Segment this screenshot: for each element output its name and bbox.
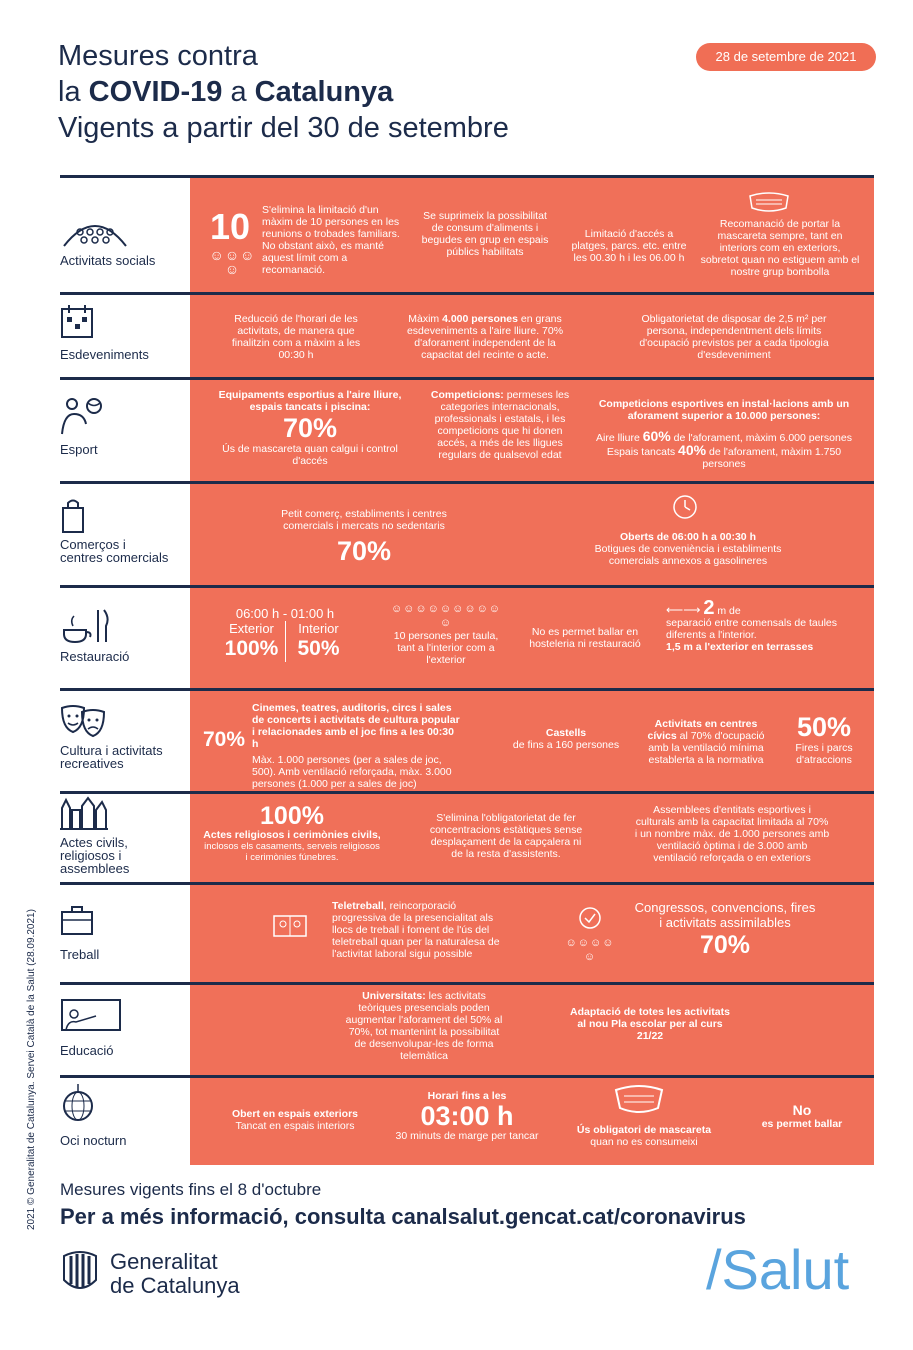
mask-icon <box>612 1084 666 1118</box>
esdeveniments-text-2: Màxim 4.000 persones en grans esdeveniments a l'aire lliure. 70% d'aforament independent de la capacitat del recinte o acte. <box>406 313 564 361</box>
actes-text-1: 100% Actes religiosos i cerimònies civils, inclosos els casaments, serveis religiosos i cerimònies fúnebres. <box>203 802 381 863</box>
actes-text-3: Assemblees d'entitats esportives i culturals amb la capacitat limitada al 70% i un nombre màx. de 1.000 persones amb ventilació òptima i de 3.000 amb ventilació reforçada o en exteriors <box>634 804 830 864</box>
generalitat-logo-icon <box>60 1248 100 1298</box>
socials-text-3: Limitació d'accés a platges, parcs. etc. entre les 00.30 h i les 06.00 h <box>571 228 687 264</box>
row-label-treball: Treball <box>60 947 100 962</box>
title-line1: Mesures contra <box>58 40 258 72</box>
row-divider <box>60 585 190 588</box>
band-educacio <box>190 982 874 1075</box>
salut-logo: /Salut <box>706 1238 850 1301</box>
oci-text-1: Obert en espais exteriors Tancat en espais interiors <box>231 1108 359 1132</box>
socials-number: 10 <box>209 206 251 247</box>
cultura-text-4: 50% Fires i parcs d'atraccions <box>795 712 853 766</box>
more-info-link[interactable]: Per a més informació, consulta canalsalut.gencat.cat/coronavirus <box>60 1204 746 1229</box>
attendees-icon: ☺☺☺☺☺ <box>565 937 615 963</box>
validity-note: Mesures vigents fins el 8 d'octubre <box>60 1180 322 1199</box>
restauracio-text-3: No es permet ballar en hosteleria ni restauració <box>529 626 641 650</box>
socials-text-2: Se suprimeix la possibilitat de consum d'aliments i begudes en grup en espais públics habilitats <box>421 210 549 258</box>
date-badge: 28 de setembre de 2021 <box>696 43 876 71</box>
comercos-text-1: Petit comerç, establiments i centres comercials i mercats no sedentaris 70% <box>281 508 447 566</box>
cultura-text-1: Cinemes, teatres, auditoris, circs i sales de concerts i activitats de cultura popular i relacionades amb el joc fins a les 00:30 h Màx. 1.000 persones (per a sales de joc, 500). Amb ventilació reforçada, màx. 3.000 persones (1.000 per a sales de joc) <box>252 702 460 790</box>
educacio-text-2: Adaptació de totes les activitats al nou Pla escolar per al curs 21/22 <box>570 1006 730 1042</box>
esport-text-1: Equipaments esportius a l'aire lliure, espais tancats i piscina: 70% Ús de mascareta quan calgui i control d'accés <box>218 389 402 467</box>
cultura-text-2: Castells de fins a 160 persones <box>512 727 620 751</box>
socials-text-1: S'elimina la limitació d'un màxim de 10 persones en les reunions o trobades familiars. No obstant això, es manté aquest límit com a recomanació. <box>262 204 400 276</box>
restauracio-hours: 06:00 h - 01:00 h Exterior Interior 100% 50% <box>218 606 352 662</box>
row-label-comercos: Comerços i centres comercials <box>60 537 169 565</box>
teacher-board-icon <box>60 998 122 1034</box>
actes-text-2: S'elimina l'obligatorietat de fer concentracions estàtiques sense desplaçament de la capçalera ni de la resta d'assistents. <box>429 812 583 860</box>
clock-icon <box>672 494 698 520</box>
calendar-icon <box>60 304 96 340</box>
title-line3: Vigents a partir del 30 de setembre <box>58 112 509 144</box>
row-label-restauracio: Restauració <box>60 649 130 664</box>
socials-text-4: Recomanació de portar la mascareta sempre, tant en interiors com en exteriors, sobretot quan no estiguem amb el nostre grup bombolla <box>700 218 860 278</box>
generalitat-logo-text: Generalitat de Catalunya <box>110 1249 240 1298</box>
oci-text-4: No es permet ballar <box>761 1102 843 1130</box>
oci-text-3: Ús obligatori de mascareta quan no es consumeixi <box>576 1124 712 1148</box>
title-line2: la COVID-19 a Catalunya <box>58 76 394 108</box>
cultura-text-3: Activitats en centres cívics al 70% d'ocupació amb la ventilació mínima establerta a la normativa <box>647 718 765 766</box>
cultura-pct: 70% <box>202 728 246 751</box>
cutlery-cup-icon <box>60 608 112 644</box>
briefcase-icon <box>60 904 96 936</box>
row-label-cultura: Cultura i activitats recreatives <box>60 743 163 771</box>
theatre-masks-icon <box>60 704 106 738</box>
row-label-educacio: Educació <box>60 1043 114 1058</box>
sport-player-icon <box>60 394 104 438</box>
oci-text-2: Horari fins a les 03:00 h 30 minuts de marge per tancar <box>395 1090 539 1142</box>
shopping-bag-icon <box>60 498 90 534</box>
row-divider <box>60 1075 190 1078</box>
table-people-icon: ☺☺☺☺☺☺☺☺☺☺ <box>390 603 502 629</box>
row-divider <box>60 377 190 380</box>
row-divider <box>60 688 190 691</box>
row-label-oci: Oci nocturn <box>60 1133 127 1148</box>
checkmark-icon <box>578 906 602 930</box>
row-label-esdeveniments: Esdeveniments <box>60 347 149 362</box>
row-divider <box>60 481 190 484</box>
esport-text-3: Competicions esportives en instal·lacions amb un aforament superior a 10.000 persones: Aire lliure 60% de l'aforament, màxim 6.000 persones Espais tancats 40% de l'aforament, màxim 1.750 persones <box>596 398 852 470</box>
esport-text-2: Competicions: permeses les categories internacionals, professionals i estatals, i les competicions que hi donen accés, a més de les lligues regulars de qualsevol edat <box>430 389 570 461</box>
treball-text-2: Congressos, convencions, fires i activitats assimilables 70% <box>634 900 816 959</box>
mask-icon <box>746 192 792 214</box>
teleconference-icon <box>272 914 308 940</box>
row-label-esport: Esport <box>60 442 98 457</box>
row-label-socials: Activitats socials <box>60 253 156 268</box>
copyright-note: 2021 © Generalitat de Catalunya. Servei Català de la Salut (28.09.2021) <box>26 909 37 1230</box>
buildings-icon <box>60 796 108 830</box>
restauracio-text-2: 10 persones per taula, tant a l'interior com a l'exterior <box>393 630 499 666</box>
row-label-actes: Actes civils, religiosos i assemblees <box>60 835 130 876</box>
comercos-text-2: Oberts de 06:00 h a 00:30 h Botigues de conveniència i establiments comercials annexos a gasolineres <box>594 531 782 567</box>
treball-text-1: Teletreball, reincorporació progressiva de la presencialitat als llocs de treball i foment de l'ús del teletreball quan per la naturalesa de l'activitat laboral sigui possible <box>332 900 500 960</box>
row-divider <box>60 882 190 885</box>
row-divider <box>60 175 190 178</box>
disco-ball-icon <box>60 1084 96 1124</box>
row-divider <box>60 791 190 794</box>
page-title <box>58 38 509 146</box>
people-icon: ☺☺☺☺ <box>209 247 256 277</box>
educacio-text-1: Universitats: les activitats teòriques presencials poden augmentar l'aforament del 50% al 70%, tot mantenint la possibilitat de desenvolupar-les de forma telemàtica <box>345 990 503 1062</box>
row-divider <box>60 982 190 985</box>
row-divider <box>60 292 190 295</box>
esdeveniments-text-1: Reducció de l'horari de les activitats, de manera que finalitzin com a màxim a les 00:30 h <box>231 313 361 361</box>
restauracio-text-4: ⟵⟶ 2 m de separació entre comensals de taules diferents a l'interior. 1,5 m a l'exterior en terrasses <box>666 597 838 653</box>
esdeveniments-text-3: Obligatorietat de disposar de 2,5 m² per persona, independentment dels límits d'ocupació previstos per a cada tipologia d'esdeveniment <box>639 313 829 361</box>
people-group-icon <box>60 210 130 250</box>
